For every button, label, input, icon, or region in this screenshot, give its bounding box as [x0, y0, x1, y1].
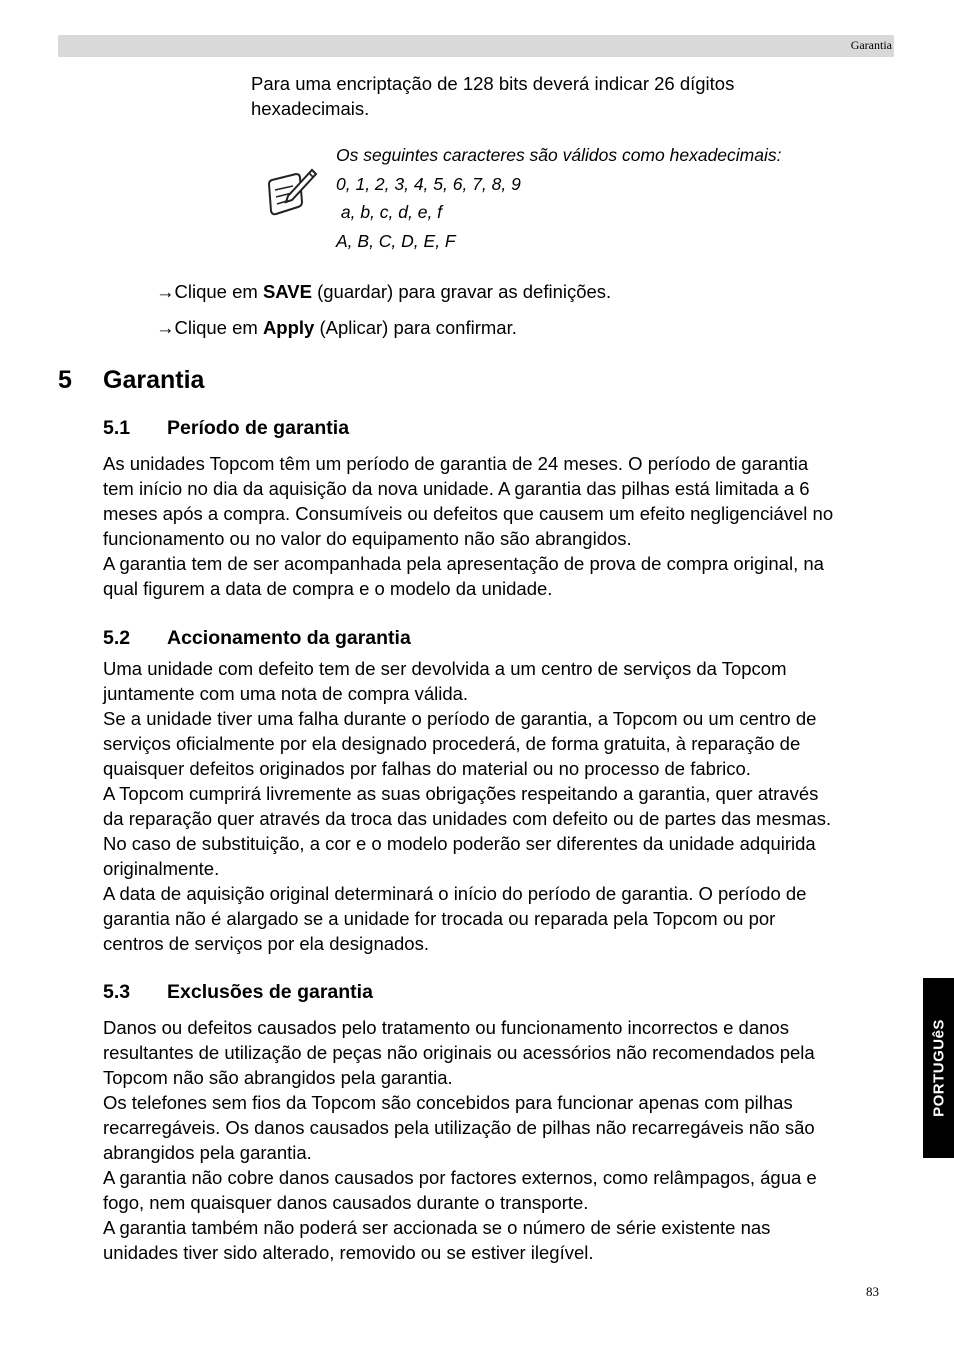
body-line: recarregáveis. Os danos causados pela utilização de pilhas não recarregáveis não são — [103, 1117, 815, 1138]
body-line: centros de serviços por ela designados. — [103, 933, 429, 954]
body-line: abrangidos pela garantia. — [103, 1142, 312, 1163]
subsection-title: Período de garantia — [167, 417, 350, 439]
body-line: qual figurem a data de compra e o modelo da unidade. — [103, 578, 553, 599]
body-line: originalmente. — [103, 858, 220, 879]
step-text: (Aplicar) para confirmar. — [314, 317, 517, 338]
body-line: A garantia tem de ser acompanhada pela apresentação de prova de compra original, na — [103, 553, 824, 574]
body-line: quaisquer defeitos originados por falhas do material ou no processo de fabrico. — [103, 758, 751, 779]
body-line: Danos ou defeitos causados pelo tratamento ou funcionamento incorrectos e danos — [103, 1017, 789, 1038]
page-number: 83 — [866, 1284, 879, 1299]
body-line: A garantia não cobre danos causados por factores externos, como relâmpagos, água e — [103, 1167, 817, 1188]
note-pencil-icon — [266, 166, 318, 218]
body-line: juntamente com uma nota de compra válida. — [103, 683, 469, 704]
subsection-number: 5.3 — [103, 981, 131, 1003]
intro-paragraph — [251, 71, 734, 121]
subsection-number: 5.2 — [103, 627, 131, 649]
subsection-title: Exclusões de garantia — [167, 981, 373, 1003]
body-line: meses após a compra. Consumíveis ou defeitos que causem um efeito negligenciável no — [103, 503, 834, 524]
body-line: A Topcom cumprirá livremente as suas obrigações respeitando a garantia, quer através — [103, 783, 819, 804]
body-line: funcionamento ou no valor do equipamento não são abrangidos. — [103, 528, 632, 549]
step-text: (guardar) para gravar as definições. — [311, 281, 612, 302]
body-line: No caso de substituição, a cor e o modelo poderão ser diferentes da unidade adquirida — [103, 833, 816, 854]
body-line: resultantes de utilização de peças não originais ou acessórios não recomendados pela — [103, 1042, 815, 1063]
body-line: Se a unidade tiver uma falha durante o período de garantia, a Topcom ou um centro de — [103, 708, 817, 729]
body-line: Topcom não são abrangidos pela garantia. — [103, 1067, 453, 1088]
language-tab-label: PORTUGUêS — [930, 1019, 947, 1117]
header-title: Garantia — [850, 38, 892, 52]
body-line: da reparação quer através da troca das unidades com defeito ou de partes das mesmas. — [103, 808, 832, 829]
body-line: tem início no dia da aquisição da nova unidade. A garantia das pilhas está limitada a 6 — [103, 478, 810, 499]
step-apply — [156, 316, 517, 340]
save-label: SAVE — [262, 281, 312, 302]
note-line: a, b, c, d, e, f — [336, 202, 443, 222]
hex-note — [336, 141, 782, 255]
body-line: Os telefones sem fios da Topcom são concebidos para funcionar apenas com pilhas — [103, 1092, 793, 1113]
subsection-heading-5-3 — [103, 979, 373, 1005]
language-side-tab — [923, 978, 954, 1158]
subsection-title: Accionamento da garantia — [167, 627, 411, 649]
subsection-body-5-1 — [103, 451, 903, 601]
body-line: Uma unidade com defeito tem de ser devolvida a um centro de serviços da Topcom — [103, 658, 787, 679]
body-line: serviços oficialmente por ela designado procederá, de forma gratuita, à reparação de — [103, 733, 801, 754]
body-line: fogo, nem quaisquer danos causados durante o transporte. — [103, 1192, 589, 1213]
body-line: unidades tiver sido alterado, removido ou se estiver ilegível. — [103, 1242, 594, 1263]
step-text: Clique em — [174, 281, 263, 302]
body-line: garantia não é alargado se a unidade for trocada ou reparada pela Topcom ou por — [103, 908, 776, 929]
page-header — [58, 35, 894, 57]
body-line: A data de aquisição original determinará o início do período de garantia. O período de — [103, 883, 807, 904]
section-title: Garantia — [103, 366, 205, 394]
note-line: Os seguintes caracteres são válidos como hexadecimais: — [336, 145, 782, 165]
step-text: Clique em — [174, 317, 263, 338]
subsection-body-5-3 — [103, 1015, 903, 1265]
note-line: 0, 1, 2, 3, 4, 5, 6, 7, 8, 9 — [336, 173, 521, 194]
subsection-body-5-2 — [103, 656, 903, 956]
section-heading — [58, 364, 204, 396]
arrow-right-icon: → — [156, 281, 175, 302]
intro-line: hexadecimais. — [251, 98, 370, 119]
step-save — [156, 280, 611, 304]
apply-label: Apply — [262, 317, 315, 338]
arrow-right-icon: → — [156, 317, 175, 338]
subsection-heading-5-1 — [103, 415, 349, 441]
body-line: As unidades Topcom têm um período de garantia de 24 meses. O período de garantia — [103, 453, 809, 474]
subsection-heading-5-2 — [103, 625, 411, 651]
subsection-number: 5.1 — [103, 417, 131, 439]
section-number: 5 — [58, 366, 72, 394]
body-line: A garantia também não poderá ser accionada se o número de série existente nas — [103, 1217, 771, 1238]
note-line: A, B, C, D, E, F — [336, 230, 456, 251]
intro-line: Para uma encriptação de 128 bits deverá indicar 26 dígitos — [251, 73, 735, 94]
